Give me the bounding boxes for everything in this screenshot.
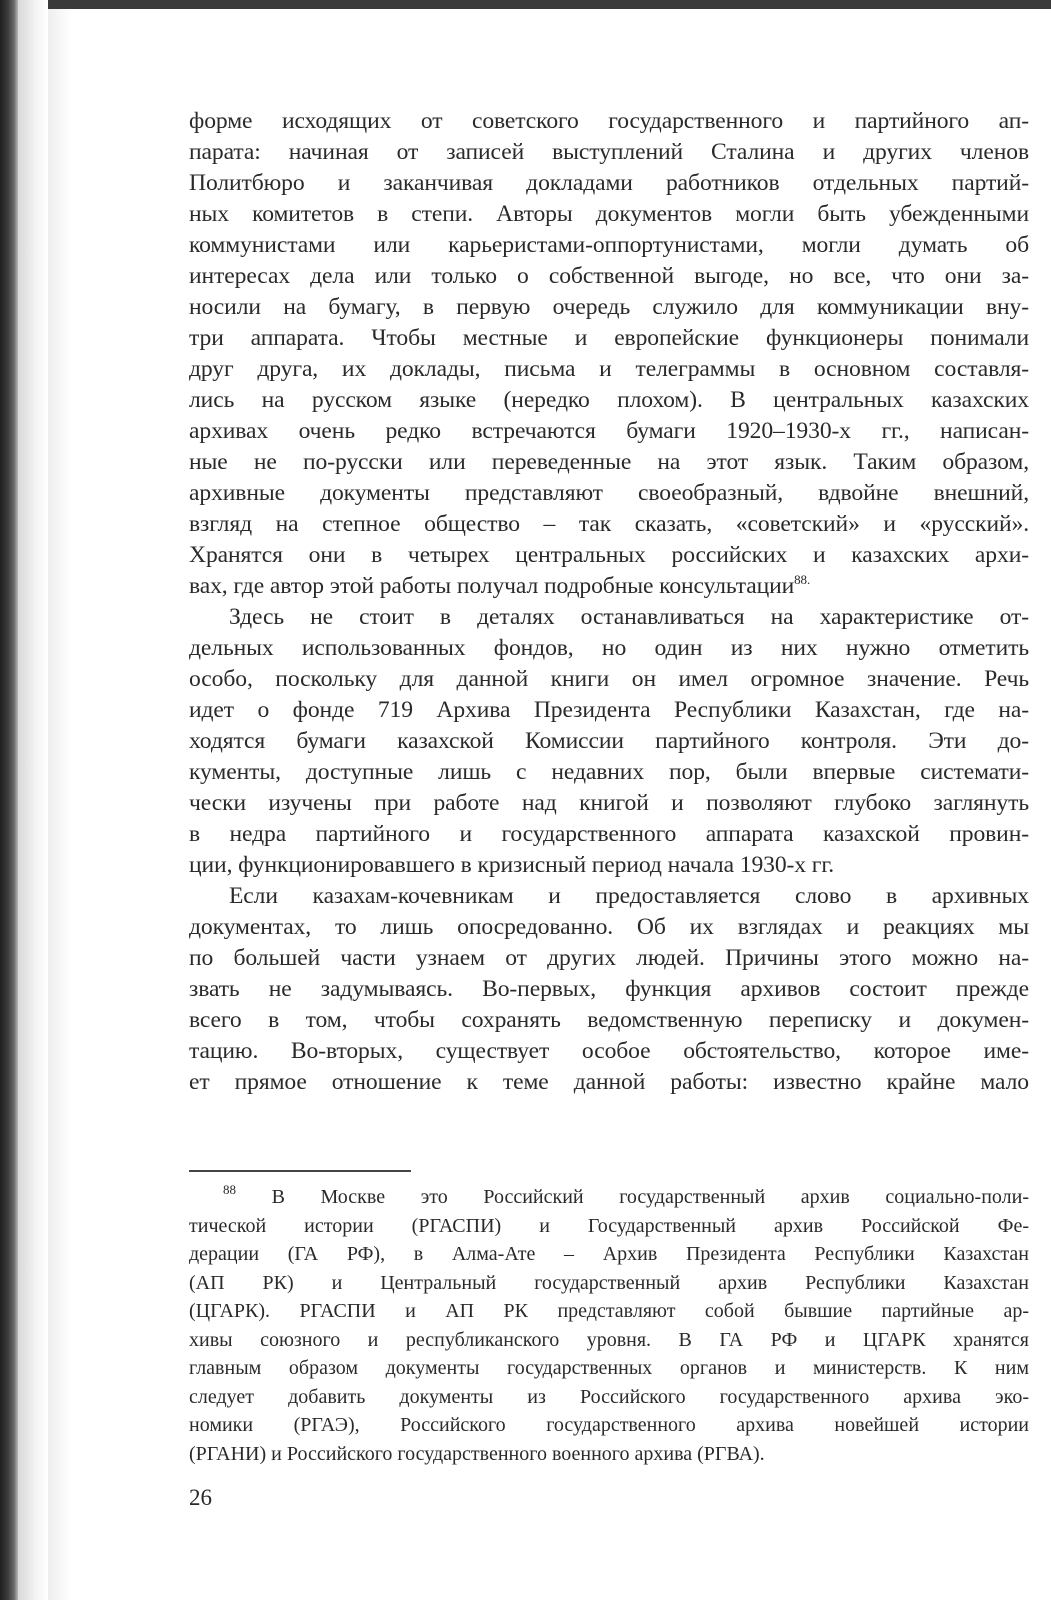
body-text (189, 106, 1029, 1098)
text-line: звать не задумываясь. Во-первых, функция архивов состоит прежде (189, 976, 1029, 1002)
text-line: носили на бумагу, в первую очередь служило для коммуникации вну- (189, 294, 1029, 320)
scan-binding-edge (0, 0, 18, 1600)
footnote-line: хивы союзного и республиканского уровня. В ГА РФ и ЦГАРК хранятся (189, 1328, 1029, 1351)
footnote-line-content: В Москве это Российский государственный архив социально-поли- (271, 1186, 1029, 1208)
footnote-marker: 88 (223, 1182, 236, 1197)
footnote-line: (РГАНИ) и Российского государственного военного архива (РГВА). (189, 1442, 765, 1465)
text-line: Здесь не стоит в деталях останавливаться на характеристике от- (229, 604, 1029, 630)
text-line: ных комитетов в степи. Авторы документов могли быть убежденными (189, 201, 1029, 227)
text-line: Политбюро и заканчивая докладами работников отдельных партий- (189, 170, 1029, 196)
text-line: взгляд на степное общество – так сказать, «советский» и «русский». (189, 511, 1029, 537)
footnote-line: (АП РК) и Центральный государственный архив Республики Казахстан (189, 1271, 1029, 1294)
text-line: документах, то лишь опосредованно. Об их взглядах и реакциях мы (189, 914, 1029, 940)
text-line: идет о фонде 719 Архива Президента Республики Казахстан, где на- (189, 697, 1029, 723)
footnote-line: тической истории (РГАСПИ) и Государственный архив Российской Фе- (189, 1214, 1029, 1237)
text-line: кументы, доступные лишь с недавних пор, были впервые системати- (189, 759, 1029, 785)
text-line: тацию. Во-вторых, существует особое обстоятельство, которое име- (189, 1038, 1029, 1064)
text-line: ходятся бумаги казахской Комиссии партийного контроля. Эти до- (189, 728, 1029, 754)
text-line-content: вах, где автор этой работы получал подробные консультации (189, 573, 795, 599)
text-line: форме исходящих от советского государственного и партийного ап- (189, 108, 1029, 134)
text-line: ные не по-русски или переведенные на этот язык. Таким образом, (189, 449, 1029, 475)
text-line: друг друга, их доклады, письма и телеграммы в основном составля- (189, 356, 1029, 382)
page-shadow (48, 9, 72, 1600)
text-line: ции, функционировавшего в кризисный период начала 1930-х гг. (189, 852, 835, 878)
text-line: в недра партийного и государственного аппарата казахской провин- (189, 821, 1029, 847)
text-line: парата: начиная от записей выступлений Сталина и других членов (189, 139, 1029, 165)
text-line: лись на русском языке (нередко плохом). В центральных казахских (189, 387, 1029, 413)
scan-top-edge (0, 0, 1051, 9)
text-line: Если казахам-кочевникам и предоставляется слово в архивных (229, 883, 1029, 909)
text-line: по большей части узнаем от других людей. Причины этого можно на- (189, 945, 1029, 971)
footnote-line (189, 1183, 1029, 1212)
scan-page-curl (18, 0, 48, 1600)
text-line: чески изучены при работе над книгой и позволяют глубоко заглянуть (189, 790, 1029, 816)
text-line: интересах дела или только о собственной выгоде, но все, что они за- (189, 263, 1029, 289)
footnote-line: главным образом документы государственных органов и министерств. К ним (189, 1357, 1029, 1379)
footnote-reference[interactable]: 88. (794, 572, 811, 587)
footnote-88 (189, 1183, 1029, 1468)
text-line: архивах очень редко встречаются бумаги 1920–1930-х гг., написан- (189, 418, 1029, 444)
text-line: дельных использованных фондов, но один из них нужно отметить (189, 635, 1029, 661)
footnote-line: (ЦГАРК). РГАСПИ и АП РК представляют собой бывшие партийные ар- (189, 1300, 1029, 1322)
footnote-line: дерации (ГА РФ), в Алма-Ате – Архив Президента Республики Казахстан (189, 1243, 1029, 1265)
text-line: всего в том, чтобы сохранять ведомственную переписку и докумен- (189, 1007, 1029, 1033)
text-line: коммунистами или карьеристами-оппортунистами, могли думать об (189, 232, 1029, 258)
text-line: Хранятся они в четырех центральных российских и казахских архи- (189, 542, 1029, 568)
footnote-line: следует добавить документы из Российского государственного архива эко- (189, 1385, 1029, 1408)
text-line: ет прямое отношение к теме данной работы: известно крайне мало (189, 1069, 1029, 1095)
text-line (189, 571, 1029, 602)
footnote-separator (189, 1170, 411, 1172)
text-line: три аппарата. Чтобы местные и европейские функционеры понимали (189, 325, 1029, 351)
page-number: 26 (189, 1485, 212, 1510)
footnote-line: номики (РГАЭ), Российского государственного архива новейшей истории (189, 1414, 1029, 1436)
text-line: архивные документы представляют своеобразный, вдвойне внешний, (189, 480, 1029, 506)
text-line: особо, поскольку для данной книги он имел огромное значение. Речь (189, 666, 1029, 692)
